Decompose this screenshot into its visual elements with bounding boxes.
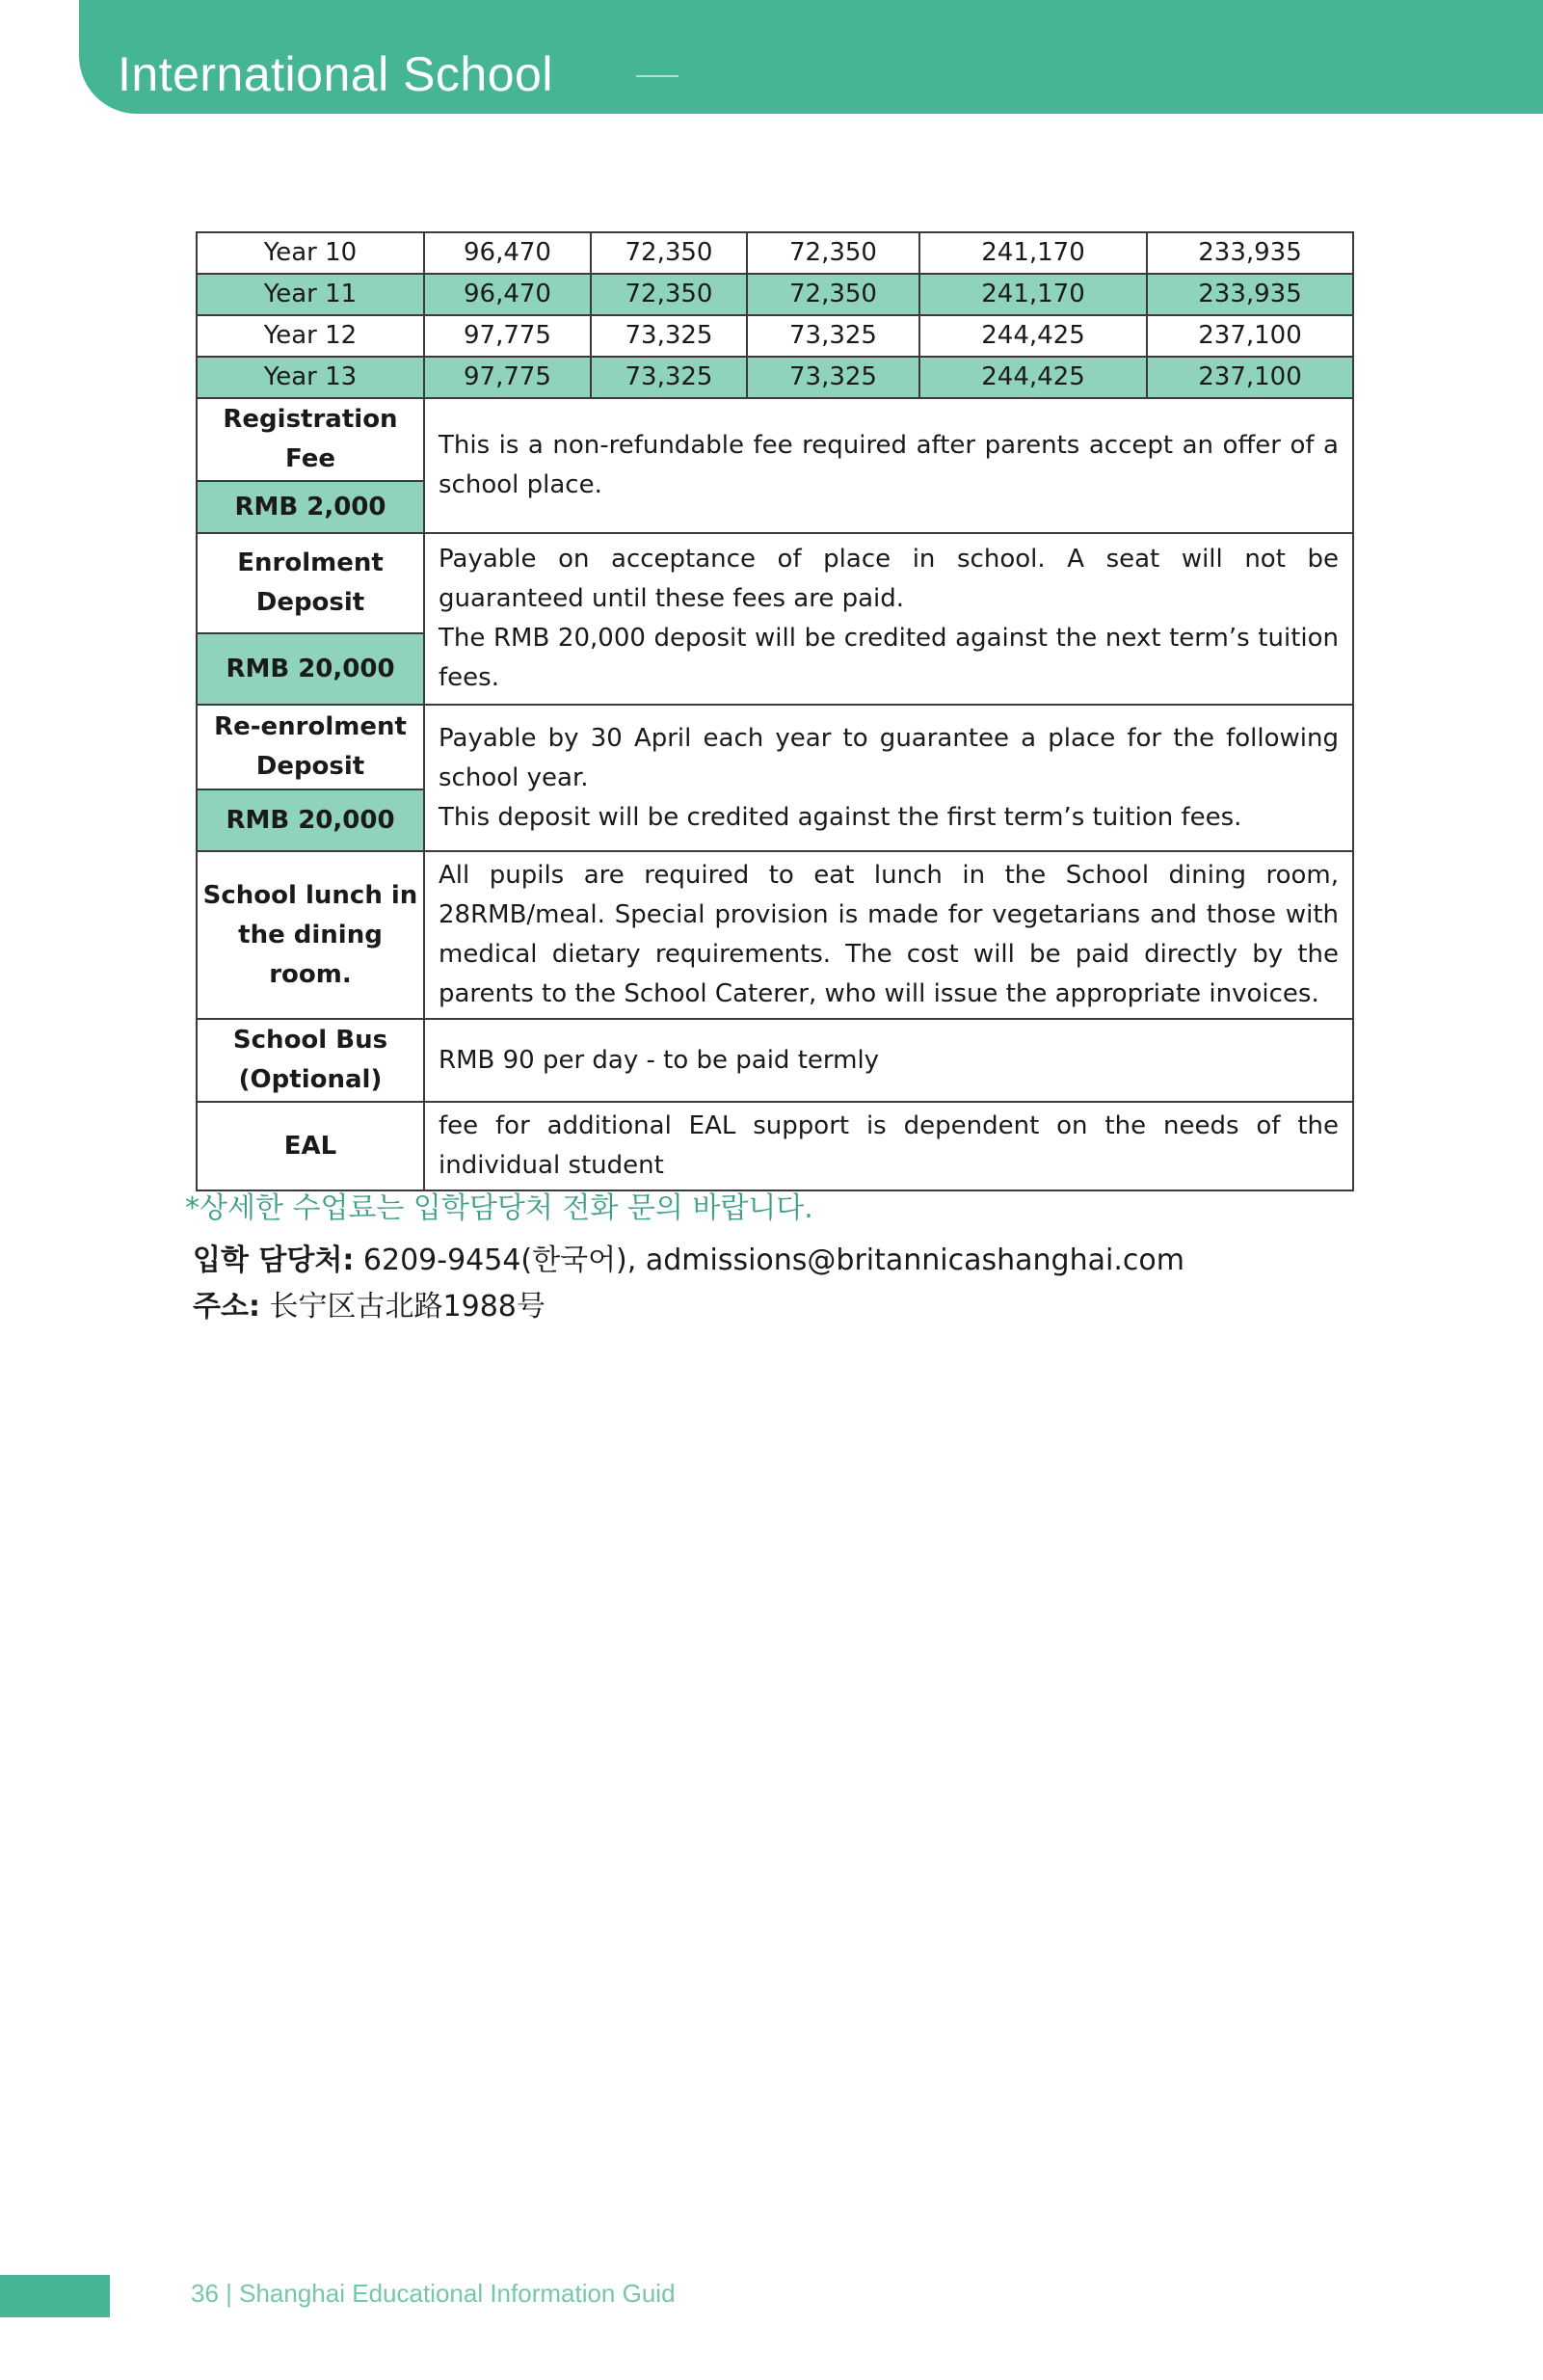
table-row xyxy=(197,315,1353,357)
fee-cell: 96,470 xyxy=(424,232,591,274)
fee-cell: 96,470 xyxy=(424,274,591,315)
reenrolment-text-1: Payable by 30 April each year to guarantee a place for the following school year. xyxy=(439,723,1339,792)
fee-cell: 73,325 xyxy=(747,357,919,398)
fee-cell: 73,325 xyxy=(747,315,919,357)
enrolment-label: Enrolment Deposit xyxy=(197,533,424,633)
registration-row xyxy=(197,398,1353,481)
eal-description: fee for additional EAL support is dependent on the needs of the individual student xyxy=(424,1102,1353,1190)
admissions-value: 6209-9454(한국어), admissions@britannicashanghai.com xyxy=(362,1243,1184,1277)
fee-cell: 244,425 xyxy=(919,357,1147,398)
enrolment-text-1: Payable on acceptance of place in school. A seat will not be guaranteed until these fees are paid. xyxy=(439,545,1339,613)
year-label: Year 11 xyxy=(197,274,424,315)
address-line xyxy=(193,1282,545,1324)
reenrolment-description xyxy=(424,705,1353,851)
lunch-description: All pupils are required to eat lunch in the School dining room, 28RMB/meal. Special provision is made for vegetarians and those with medical dietary requirements. The cost will be paid directly by the parents to the School Caterer, who will issue the appropriate invoices. xyxy=(424,851,1353,1019)
fee-cell: 73,325 xyxy=(591,357,747,398)
page-tab xyxy=(0,2275,110,2317)
year-label: Year 12 xyxy=(197,315,424,357)
reenrolment-amount: RMB 20,000 xyxy=(197,789,424,851)
fee-cell: 233,935 xyxy=(1147,274,1353,315)
registration-label: Registration Fee xyxy=(197,398,424,481)
fee-table xyxy=(196,231,1354,1191)
fee-cell: 73,325 xyxy=(591,315,747,357)
enrolment-description xyxy=(424,533,1353,705)
eal-label: EAL xyxy=(197,1102,424,1190)
table-row xyxy=(197,357,1353,398)
enrolment-amount: RMB 20,000 xyxy=(197,633,424,705)
year-label: Year 13 xyxy=(197,357,424,398)
admissions-contact xyxy=(193,1236,1184,1278)
registration-description: This is a non-refundable fee required after parents accept an offer of a school place. xyxy=(424,398,1353,533)
year-label: Year 10 xyxy=(197,232,424,274)
admissions-label: 입학 담당처: xyxy=(193,1243,355,1277)
bus-description: RMB 90 per day - to be paid termly xyxy=(424,1019,1353,1102)
table-row xyxy=(197,232,1353,274)
reenrolment-text-2: This deposit will be credited against the first term’s tuition fees. xyxy=(439,802,1242,832)
address-label: 주소: xyxy=(193,1290,260,1324)
title-divider xyxy=(636,75,678,77)
page-title: International School xyxy=(118,47,553,101)
bus-row xyxy=(197,1019,1353,1102)
page-footer: 36 | Shanghai Educational Information Guid xyxy=(191,2279,676,2308)
lunch-row xyxy=(197,851,1353,1019)
enrolment-text-2: The RMB 20,000 deposit will be credited against the next term’s tuition fees. xyxy=(439,624,1339,692)
lunch-label: School lunch in the dining room. xyxy=(197,851,424,1019)
fee-cell: 233,935 xyxy=(1147,232,1353,274)
fee-cell: 72,350 xyxy=(591,232,747,274)
enrolment-row xyxy=(197,533,1353,633)
fee-cell: 97,775 xyxy=(424,315,591,357)
fee-cell: 241,170 xyxy=(919,232,1147,274)
reenrolment-label: Re-enrolment Deposit xyxy=(197,705,424,789)
fee-cell: 72,350 xyxy=(591,274,747,315)
bus-label: School Bus (Optional) xyxy=(197,1019,424,1102)
fee-cell: 72,350 xyxy=(747,274,919,315)
fee-cell: 237,100 xyxy=(1147,357,1353,398)
registration-amount: RMB 2,000 xyxy=(197,481,424,533)
fee-cell: 97,775 xyxy=(424,357,591,398)
address-value: 长宁区古北路1988号 xyxy=(269,1290,545,1324)
eal-row xyxy=(197,1102,1353,1190)
table-row xyxy=(197,274,1353,315)
fee-cell: 72,350 xyxy=(747,232,919,274)
fee-cell: 241,170 xyxy=(919,274,1147,315)
fee-cell: 244,425 xyxy=(919,315,1147,357)
fee-cell: 237,100 xyxy=(1147,315,1353,357)
footnote: *상세한 수업료는 입학담당처 전화 문의 바랍니다. xyxy=(185,1191,813,1225)
reenrolment-row xyxy=(197,705,1353,789)
